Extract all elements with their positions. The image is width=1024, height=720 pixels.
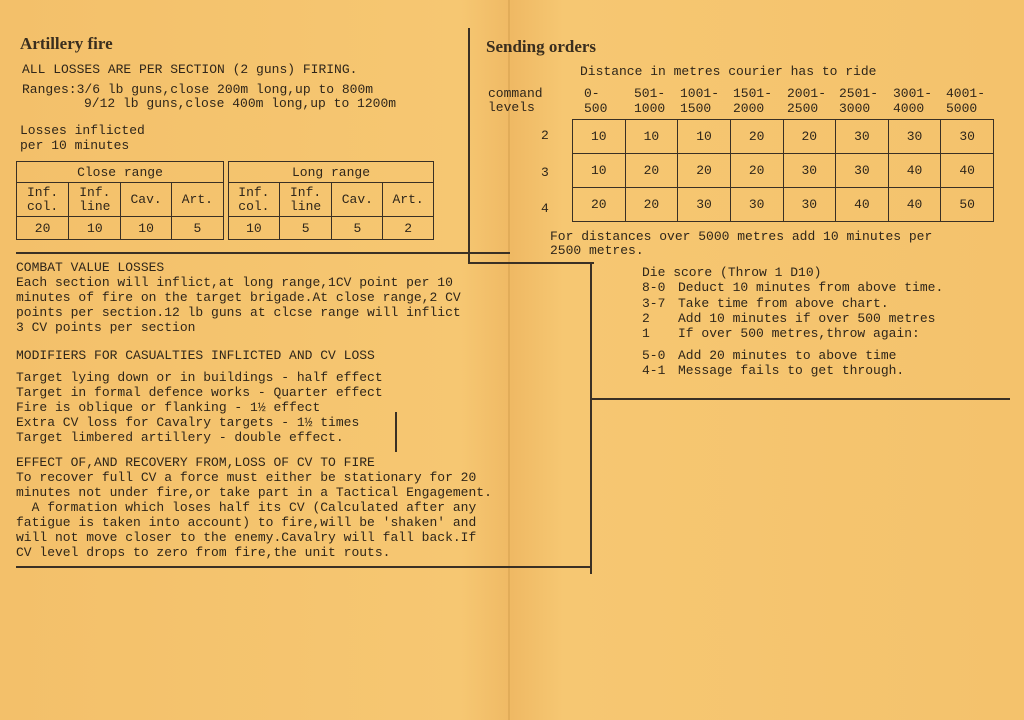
divider-line [16, 252, 510, 254]
die-result: Message fails to get through. [678, 363, 905, 378]
recovery-line: To recover full CV a force must either be stationary for 20 [16, 470, 477, 485]
long-range-table [228, 161, 434, 240]
table-cell: 10 [573, 120, 626, 154]
col-header: Inf. col. [229, 183, 280, 217]
close-range-table [16, 161, 224, 240]
table-cell: 40 [941, 154, 994, 188]
table-cell: 10 [573, 154, 626, 188]
table-cell: 20 [730, 154, 783, 188]
combat-value-line: minutes of fire on the target brigade.At close range,2 CV [16, 290, 461, 305]
table-cell: 5 [171, 217, 223, 240]
modifier-line: Target limbered artillery - double effect. [16, 430, 344, 445]
divider-line [468, 262, 594, 264]
table-cell: 40 [888, 188, 941, 222]
table-cell: 20 [730, 120, 783, 154]
command-level-label: 4 [541, 201, 549, 216]
divider-line [590, 264, 592, 574]
recovery-line: minutes not under fire,or take part in a Tactical Engagement. [16, 485, 492, 500]
modifier-line: Target lying down or in buildings - half effect [16, 370, 383, 385]
ranges-line-2: 9/12 lb guns,close 400m long,up to 1200m [84, 96, 397, 111]
col-header: Art. [383, 183, 434, 217]
col-header: Inf. line [69, 183, 121, 217]
die-result: Deduct 10 minutes from above time. [678, 280, 944, 295]
distance-caption: Distance in metres courier has to ride [580, 64, 877, 79]
col-header: Inf. line [279, 183, 332, 217]
inflicted-label-2: per 10 minutes [20, 138, 130, 153]
table-cell: 30 [836, 120, 889, 154]
distance-header: 5000 [946, 101, 978, 116]
table-cell: 40 [836, 188, 889, 222]
distance-header: 4001- [946, 86, 986, 101]
orders-footnote-2: 2500 metres. [550, 243, 644, 258]
table-row [573, 154, 994, 188]
die-score: 8-0 [642, 280, 666, 295]
distance-header: 500 [584, 101, 608, 116]
orders-title: Sending orders [486, 37, 597, 56]
long-range-header: Long range [229, 162, 434, 183]
combat-value-heading: COMBAT VALUE LOSSES [16, 260, 165, 275]
distance-header: 2500 [787, 101, 819, 116]
combat-value-line: 3 CV points per section [16, 320, 196, 335]
table-cell: 20 [678, 154, 731, 188]
command-level-label: 2 [541, 128, 549, 143]
recovery-line: A formation which loses half its CV (Calculated after any [16, 500, 477, 515]
losses-per-section-note: ALL LOSSES ARE PER SECTION (2 guns) FIRING. [22, 62, 358, 77]
die-result: Add 20 minutes to above time [678, 348, 897, 363]
die-result: If over 500 metres,throw again: [678, 326, 920, 341]
table-cell: 20 [783, 120, 836, 154]
recovery-line: will not move closer to the enemy.Cavalry will fall back.If [16, 530, 477, 545]
die-score: 4-1 [642, 363, 666, 378]
recovery-heading: EFFECT OF,AND RECOVERY FROM,LOSS OF CV TO FIRE [16, 455, 375, 470]
distance-header: 3001- [893, 86, 933, 101]
divider-line [16, 566, 590, 568]
recovery-line: CV level drops to zero from fire,the unit routs. [16, 545, 391, 560]
die-score: 5-0 [642, 348, 666, 363]
recovery-line: fatigue is taken into account) to fire,will be 'shaken' and [16, 515, 477, 530]
die-heading: Die score (Throw 1 D10) [642, 265, 822, 280]
modifier-line: Target in formal defence works - Quarter effect [16, 385, 383, 400]
modifier-line: Fire is oblique or flanking - 1½ effect [16, 400, 321, 415]
table-cell: 5 [332, 217, 383, 240]
row-header-2: levels [488, 100, 535, 115]
table-cell: 30 [888, 120, 941, 154]
combat-value-line: Each section will inflict,at long range,1CV point per 10 [16, 275, 453, 290]
close-range-header: Close range [17, 162, 224, 183]
table-cell: 10 [69, 217, 121, 240]
table-cell: 20 [625, 154, 678, 188]
table-cell: 2 [383, 217, 434, 240]
table-cell: 10 [121, 217, 171, 240]
distance-header: 501- [634, 86, 666, 101]
table-cell: 30 [783, 154, 836, 188]
table-cell: 40 [888, 154, 941, 188]
table-row [573, 188, 994, 222]
col-header: Cav. [121, 183, 171, 217]
modifiers-heading: MODIFIERS FOR CASUALTIES INFLICTED AND CV LOSS [16, 348, 375, 363]
table-cell: 10 [229, 217, 280, 240]
ranges-line-1: Ranges:3/6 lb guns,close 200m long,up to 800m [22, 82, 374, 97]
distance-header: 3000 [839, 101, 871, 116]
orders-footnote-1: For distances over 5000 metres add 10 minutes per [550, 229, 933, 244]
table-cell: 30 [730, 188, 783, 222]
combat-value-line: points per section.12 lb guns at clcse range will inflict [16, 305, 461, 320]
divider-line [395, 412, 397, 452]
distance-header: 0- [584, 86, 600, 101]
distance-header: 1001- [680, 86, 720, 101]
distance-header: 1000 [634, 101, 666, 116]
table-cell: 20 [17, 217, 69, 240]
table-cell: 10 [678, 120, 731, 154]
table-cell: 30 [678, 188, 731, 222]
die-score: 3-7 [642, 296, 666, 311]
col-header: Cav. [332, 183, 383, 217]
die-score: 2 [642, 311, 650, 326]
die-result: Add 10 minutes if over 500 metres [678, 311, 936, 326]
table-cell: 20 [573, 188, 626, 222]
table-cell: 50 [941, 188, 994, 222]
die-score: 1 [642, 326, 650, 341]
table-cell: 20 [625, 188, 678, 222]
orders-table [572, 119, 994, 222]
die-result: Take time from above chart. [678, 296, 889, 311]
distance-header: 4000 [893, 101, 925, 116]
artillery-title: Artillery fire [20, 34, 113, 53]
inflicted-label-1: Losses inflicted [20, 123, 145, 138]
col-header: Art. [171, 183, 223, 217]
distance-header: 2001- [787, 86, 827, 101]
distance-header: 1501- [733, 86, 773, 101]
table-cell: 30 [941, 120, 994, 154]
table-cell: 30 [836, 154, 889, 188]
table-row [573, 120, 994, 154]
distance-header: 2000 [733, 101, 765, 116]
table-cell: 30 [783, 188, 836, 222]
row-header-1: command [488, 86, 543, 101]
distance-header: 1500 [680, 101, 712, 116]
command-level-label: 3 [541, 165, 549, 180]
col-header: Inf. col. [17, 183, 69, 217]
distance-header: 2501- [839, 86, 879, 101]
table-cell: 10 [625, 120, 678, 154]
divider-line [468, 28, 470, 264]
modifier-line: Extra CV loss for Cavalry targets - 1½ times [16, 415, 360, 430]
divider-line [592, 398, 1010, 400]
table-cell: 5 [279, 217, 332, 240]
